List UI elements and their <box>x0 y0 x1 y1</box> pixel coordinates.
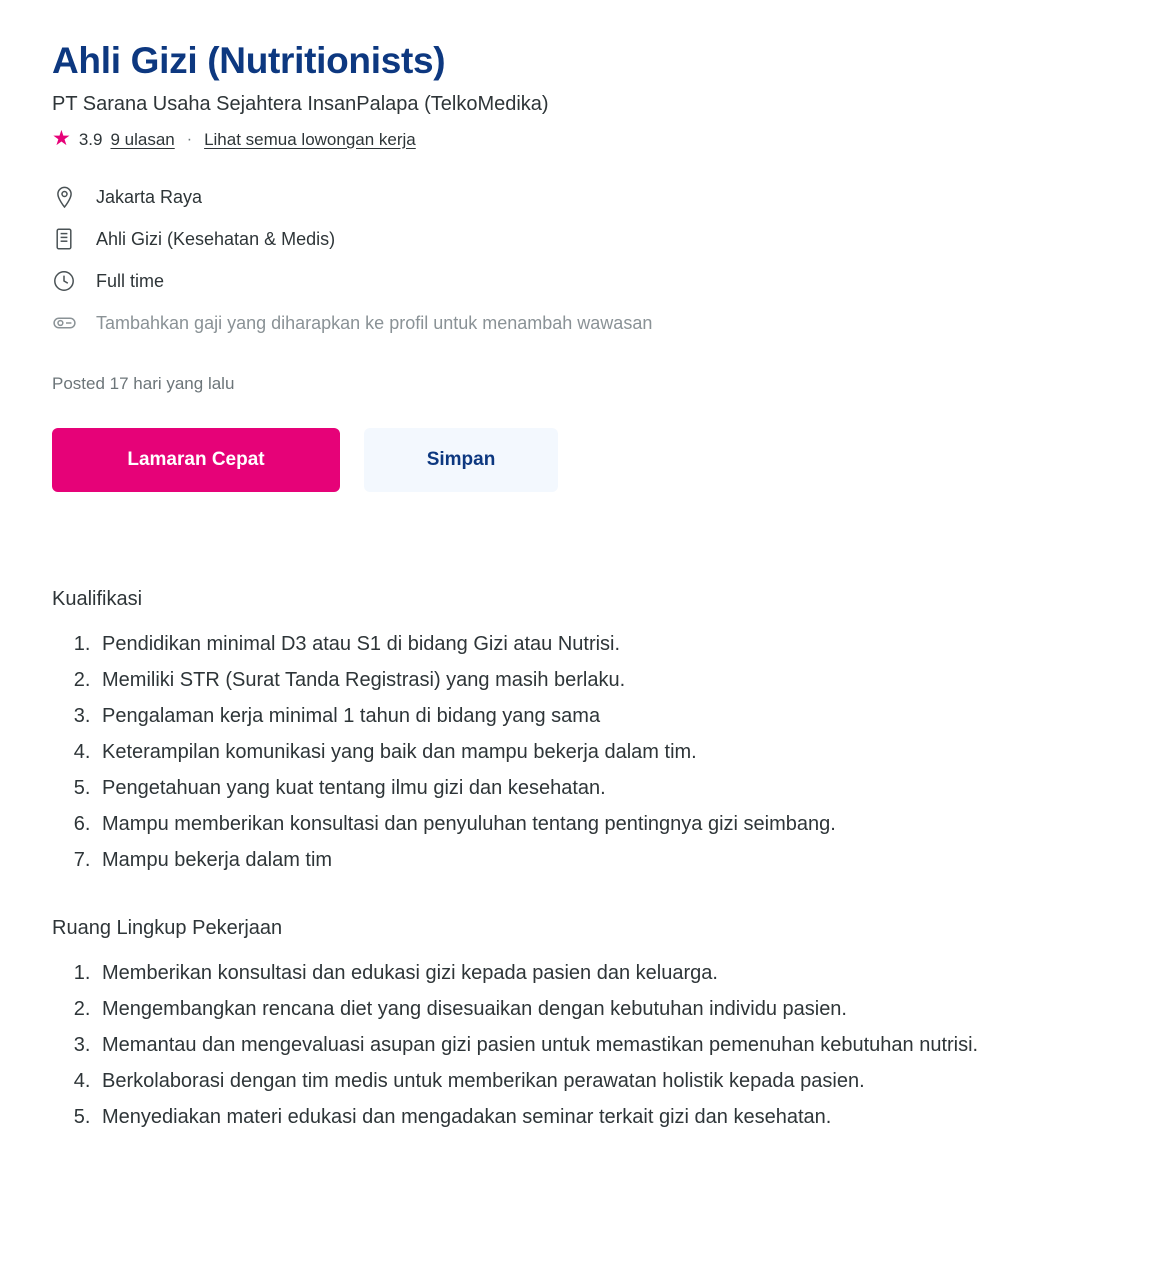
list-item: 2. Memiliki STR (Surat Tanda Registrasi) yang masih berlaku. <box>96 663 1106 697</box>
list-item: 5. Menyediakan materi edukasi dan mengadakan seminar terkait gizi dan kesehatan. <box>96 1100 1106 1134</box>
list-item: 4. Berkolaborasi dengan tim medis untuk memberikan perawatan holistik kepada pasien. <box>96 1064 1106 1098</box>
list-item: 5. Pengetahuan yang kuat tentang ilmu gizi dan kesehatan. <box>96 771 1106 805</box>
job-meta-list <box>52 176 1106 344</box>
separator-dot: · <box>186 130 193 148</box>
all-jobs-link[interactable]: Lihat semua lowongan kerja <box>204 129 416 149</box>
list-item: 3. Pengalaman kerja minimal 1 tahun di bidang yang sama <box>96 699 1106 733</box>
meta-text-category: Ahli Gizi (Kesehatan & Medis) <box>96 228 336 249</box>
location-pin-icon <box>52 186 76 209</box>
section-ruang-lingkup <box>52 917 1106 1134</box>
clock-icon <box>52 270 76 292</box>
money-icon <box>52 315 76 331</box>
rating-value: 3.9 <box>78 129 103 149</box>
meta-text-location: Jakarta Raya <box>96 186 203 207</box>
apply-button[interactable]: Lamaran Cepat <box>52 428 340 492</box>
posted-date: Posted 17 hari yang lalu <box>52 374 235 394</box>
meta-row-salary <box>52 302 1106 344</box>
save-button[interactable]: Simpan <box>364 428 558 492</box>
list-item: 1. Memberikan konsultasi dan edukasi gizi kepada pasien dan keluarga. <box>96 956 1106 990</box>
meta-text-worktype: Full time <box>96 270 165 291</box>
list-item: 7. Mampu bekerja dalam tim <box>96 843 1106 877</box>
company-name: PT Sarana Usaha Sejahtera InsanPalapa (TelkoMedika) <box>52 93 549 116</box>
list-item: 4. Keterampilan komunikasi yang baik dan mampu bekerja dalam tim. <box>96 735 1106 769</box>
scope-list <box>52 956 1106 1134</box>
star-icon: ★ <box>52 127 71 151</box>
meta-row-location <box>52 176 1106 218</box>
section-kualifikasi <box>52 588 1106 877</box>
meta-row-category <box>52 218 1106 260</box>
page-title: Ahli Gizi (Nutritionists) <box>52 40 446 81</box>
list-item: 3. Memantau dan mengevaluasi asupan gizi pasien untuk memastikan pemenuhan kebutuhan nutrisi. <box>96 1028 1106 1062</box>
reviews-link[interactable]: 9 ulasan <box>110 129 175 149</box>
rating-row <box>52 129 1106 150</box>
briefcase-icon <box>52 228 76 250</box>
list-item: 1. Pendidikan minimal D3 atau S1 di bidang Gizi atau Nutrisi. <box>96 627 1106 661</box>
section-heading-ruang-lingkup: Ruang Lingkup Pekerjaan <box>52 917 283 940</box>
meta-row-worktype <box>52 260 1106 302</box>
list-item: 2. Mengembangkan rencana diet yang disesuaikan dengan kebutuhan individu pasien. <box>96 992 1106 1026</box>
action-buttons <box>52 428 1106 492</box>
list-item: 6. Mampu memberikan konsultasi dan penyuluhan tentang pentingnya gizi seimbang. <box>96 807 1106 841</box>
section-heading-kualifikasi: Kualifikasi <box>52 588 143 611</box>
meta-text-salary: Tambahkan gaji yang diharapkan ke profil untuk menambah wawasan <box>96 312 653 333</box>
qualification-list <box>52 627 1106 877</box>
